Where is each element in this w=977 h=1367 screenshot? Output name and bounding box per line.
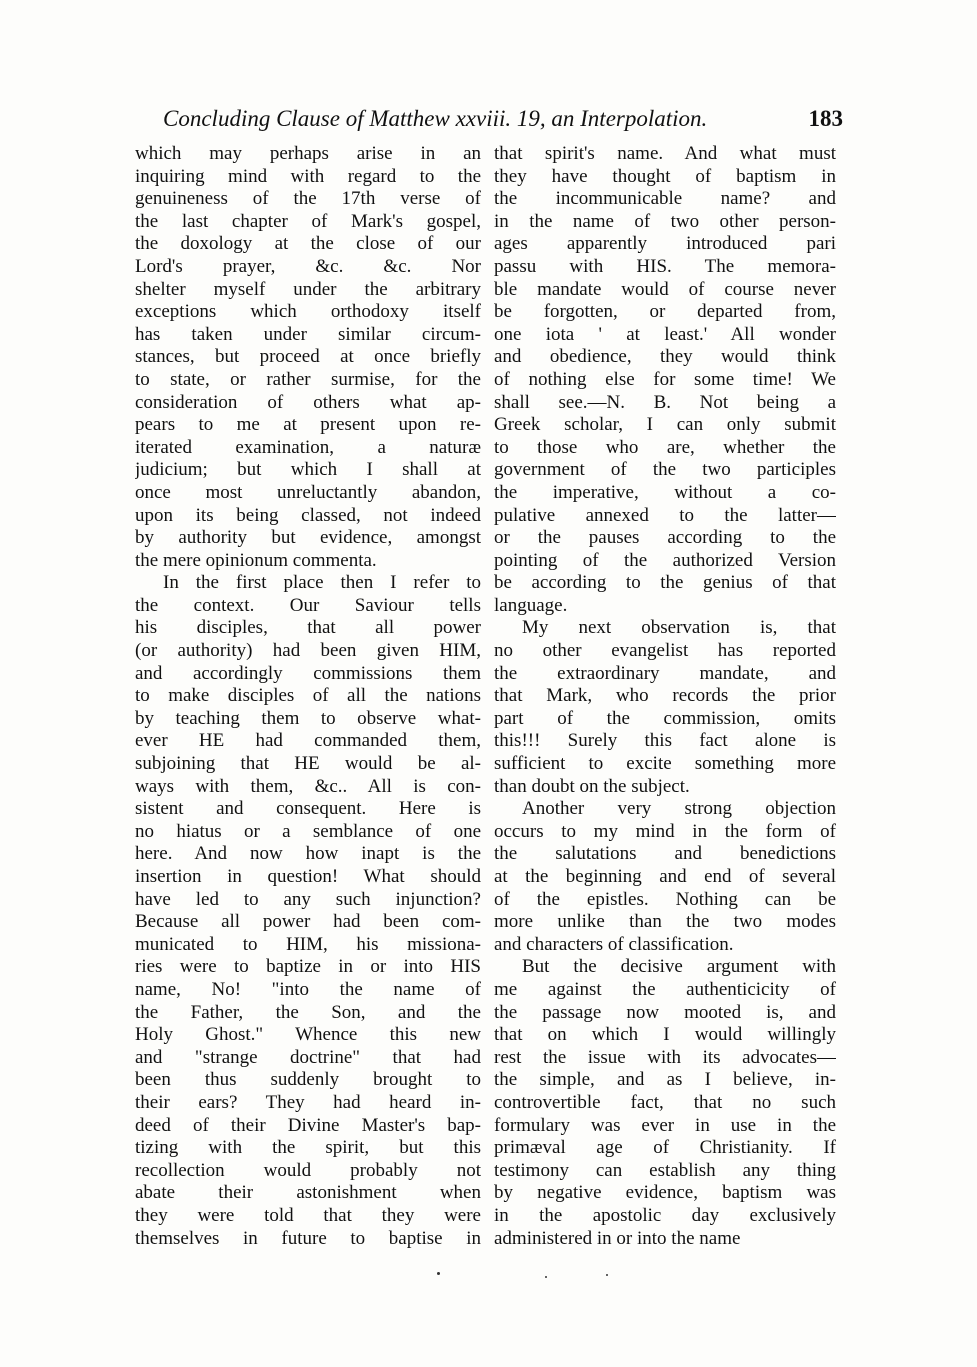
text-line: the passage now mooted is, and: [494, 1001, 836, 1023]
text-line: abate their astonishment when: [135, 1182, 481, 1204]
text-line: upon its being classed, not indeed: [135, 504, 481, 526]
text-line: at the beginning and end of several: [494, 866, 836, 887]
text-line: they have thought of baptism in: [494, 165, 836, 187]
text-line: or the pauses according to the: [494, 527, 836, 549]
text-line: ways with them, &c.. All is con-: [135, 775, 481, 797]
text-line: insertion in question! What should: [135, 866, 481, 887]
text-line: than doubt on the subject.: [494, 775, 690, 797]
text-line: rest the issue with its advocates—: [494, 1046, 836, 1068]
text-line: the Father, the Son, and the: [135, 1001, 481, 1023]
text-line: administered in or into the name: [494, 1227, 741, 1249]
text-line: no other evangelist has reported: [494, 640, 836, 662]
ink-speck: [437, 1272, 440, 1275]
text-line: ble mandate would of course never: [494, 278, 836, 300]
text-line: the salutations and benedictions: [494, 843, 836, 865]
text-line: recollection would probably not: [135, 1159, 481, 1181]
text-line: this!!! Surely this fact alone is: [494, 730, 836, 752]
text-line: pears to me at present upon re-: [135, 414, 481, 436]
text-line: primæval age of Christianity. If: [494, 1137, 836, 1159]
text-line: by authority but evidence, amongst: [135, 527, 481, 549]
ink-speck: [545, 1276, 547, 1278]
text-line: in the apostolic day exclusively: [494, 1204, 836, 1226]
text-line: that Mark, who records the prior: [494, 685, 836, 707]
text-line: to make disciples of all the nations: [135, 685, 481, 707]
text-line: tizing with the spirit, but this: [135, 1137, 481, 1159]
text-line: Because all power had been com-: [135, 911, 481, 933]
text-line: But the decisive argument with: [522, 956, 836, 978]
text-line: they were told that they were: [135, 1204, 481, 1226]
text-line: has taken under similar circum-: [135, 323, 481, 345]
text-line: judicium; but which I shall at: [135, 459, 481, 481]
text-line: themselves in future to baptise in: [135, 1227, 481, 1249]
text-line: by teaching them to observe what-: [135, 707, 481, 729]
text-line: here. And now how inapt is the: [135, 843, 481, 865]
text-line: My next observation is, that: [522, 617, 836, 639]
text-line: exceptions which orthodoxy itself: [135, 301, 481, 323]
text-line: Another very strong objection: [522, 798, 836, 820]
text-line: pulative annexed to the latter—: [494, 504, 836, 526]
text-line: and "strange doctrine" that had: [135, 1046, 481, 1068]
text-line: and obedience, they would think: [494, 346, 836, 368]
text-line: by negative evidence, baptism was: [494, 1182, 836, 1204]
text-line: the last chapter of Mark's gospel,: [135, 210, 481, 232]
text-line: Greek scholar, I can only submit: [494, 414, 836, 436]
text-line: and accordingly commissions them: [135, 662, 481, 684]
text-line: municated to HIM, his missiona-: [135, 933, 481, 955]
text-line: Holy Ghost." Whence this new: [135, 1024, 481, 1046]
text-line: (or authority) had been given HIM,: [135, 640, 481, 662]
text-line: me against the authenticicity of: [494, 978, 836, 1000]
right-text-column: [494, 143, 836, 1250]
text-line: no hiatus or a semblance of one: [135, 820, 481, 842]
text-line: shall see.—N. B. Not being a: [494, 391, 836, 413]
text-line: name, No! "into the name of: [135, 978, 481, 1000]
text-line: be according to the genius of that: [494, 572, 836, 594]
text-line: of the epistles. Nothing can be: [494, 888, 836, 910]
text-line: shelter myself under the arbitrary: [135, 278, 481, 300]
text-line: consideration of others what ap-: [135, 391, 481, 413]
ink-speck: [606, 1274, 608, 1276]
text-line: have led to any such injunction?: [135, 888, 481, 910]
text-line: the doxology at the close of our: [135, 233, 481, 255]
text-line: to those who are, whether the: [494, 436, 836, 458]
text-line: sistent and consequent. Here is: [135, 798, 481, 820]
text-line: more unlike than the two modes: [494, 911, 836, 933]
text-line: the context. Our Saviour tells: [135, 594, 481, 616]
text-line: his disciples, that all power: [135, 617, 481, 639]
text-line: and characters of classification.: [494, 933, 734, 955]
text-line: the incommunicable name? and: [494, 188, 836, 210]
text-line: subjoining that HE would be al-: [135, 753, 481, 775]
text-line: which may perhaps arise in an: [135, 143, 481, 164]
text-line: been thus suddenly brought to: [135, 1069, 481, 1091]
text-line: government of the two participles: [494, 459, 836, 481]
text-line: In the first place then I refer to: [163, 572, 481, 594]
text-line: inquiring mind with regard to the: [135, 165, 481, 187]
text-line: language.: [494, 594, 568, 616]
text-line: deed of their Divine Master's bap-: [135, 1114, 481, 1136]
text-line: in the name of two other person-: [494, 210, 836, 232]
text-line: the mere opinionum commenta.: [135, 549, 377, 571]
text-line: formulary was ever in use in the: [494, 1114, 836, 1136]
text-line: of nothing else for some time! We: [494, 368, 836, 390]
text-line: occurs to my mind in the form of: [494, 820, 836, 842]
text-line: Lord's prayer, &c. &c. Nor: [135, 255, 481, 277]
text-line: pointing of the authorized Version: [494, 549, 836, 571]
page-number: 183: [808, 106, 843, 131]
text-line: that spirit's name. And what must: [494, 143, 836, 164]
text-line: iterated examination, a naturæ: [135, 436, 481, 458]
text-line: ages apparently introduced pari: [494, 233, 836, 255]
text-line: to state, or rather surmise, for the: [135, 368, 481, 390]
text-line: ever HE had commanded them,: [135, 730, 481, 752]
text-line: one iota ' at least.' All wonder: [494, 323, 836, 345]
text-line: the simple, and as I believe, in-: [494, 1069, 836, 1091]
text-line: passu with HIS. The memora-: [494, 255, 836, 277]
text-line: ries were to baptize in or into HIS: [135, 956, 481, 978]
text-line: testimony can establish any thing: [494, 1159, 836, 1181]
text-line: stances, but proceed at once briefly: [135, 346, 481, 368]
text-line: once most unreluctantly abandon,: [135, 481, 481, 503]
text-line: part of the commission, omits: [494, 707, 836, 729]
left-text-column: [135, 143, 481, 1250]
text-line: the imperative, without a co-: [494, 481, 836, 503]
text-line: controvertible fact, that no such: [494, 1091, 836, 1113]
running-title: Concluding Clause of Matthew xxviii. 19, an Interpolation.: [163, 106, 708, 131]
text-line: that on which I would willingly: [494, 1024, 836, 1046]
text-line: sufficient to excite something more: [494, 753, 836, 775]
text-line: their ears? They had heard in-: [135, 1091, 481, 1113]
text-line: be forgotten, or departed from,: [494, 301, 836, 323]
text-line: the extraordinary mandate, and: [494, 662, 836, 684]
text-line: genuineness of the 17th verse of: [135, 188, 481, 210]
running-header: [163, 106, 843, 136]
